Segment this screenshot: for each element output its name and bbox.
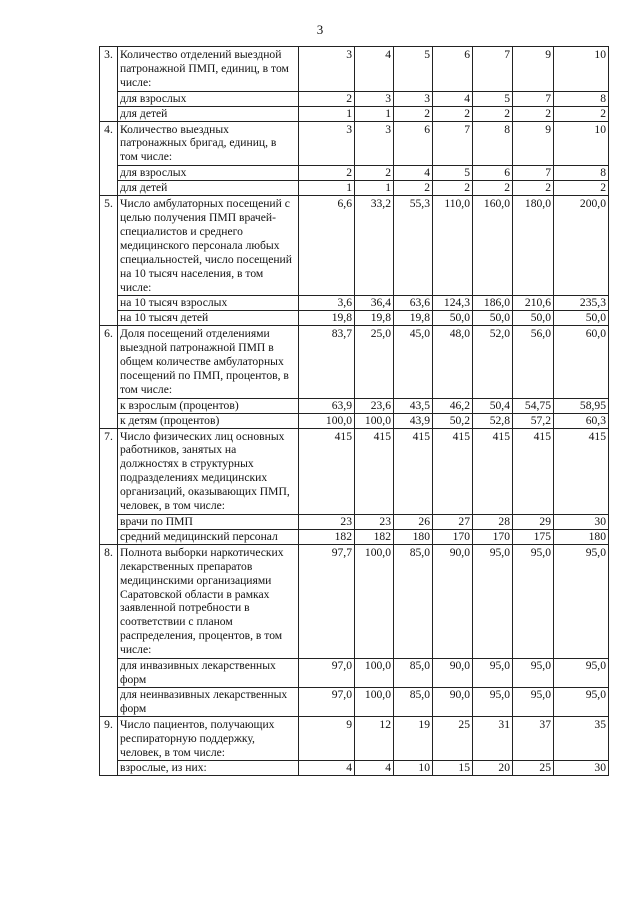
value-cell: 186,0 <box>473 296 513 311</box>
value-cell: 200,0 <box>554 196 609 296</box>
row-number: 6. <box>100 326 118 428</box>
value-cell: 415 <box>554 428 609 514</box>
value-cell: 4 <box>355 47 394 92</box>
value-cell: 2 <box>394 181 433 196</box>
value-cell: 50,0 <box>554 311 609 326</box>
value-cell: 95,0 <box>473 687 513 716</box>
sub-indicator-label: для детей <box>118 181 299 196</box>
page-number: 3 <box>316 22 324 37</box>
indicator-label: Число пациентов, получающих респираторную поддержку, человек, в том числе: <box>118 716 299 761</box>
value-cell: 3 <box>355 121 394 166</box>
value-cell: 415 <box>513 428 554 514</box>
table-subrow <box>100 687 609 716</box>
value-cell: 95,0 <box>473 544 513 658</box>
value-cell: 100,0 <box>299 413 355 428</box>
value-cell: 2 <box>299 166 355 181</box>
value-cell: 5 <box>473 91 513 106</box>
table-row <box>100 544 609 658</box>
value-cell: 2 <box>433 181 473 196</box>
value-cell: 10 <box>554 121 609 166</box>
value-cell: 175 <box>513 529 554 544</box>
value-cell: 43,9 <box>394 413 433 428</box>
value-cell: 110,0 <box>433 196 473 296</box>
value-cell: 6 <box>394 121 433 166</box>
value-cell: 12 <box>355 716 394 761</box>
table-row <box>100 326 609 399</box>
value-cell: 45,0 <box>394 326 433 399</box>
sub-indicator-label: для взрослых <box>118 166 299 181</box>
value-cell: 95,0 <box>554 687 609 716</box>
row-number: 4. <box>100 121 118 196</box>
value-cell: 124,3 <box>433 296 473 311</box>
value-cell: 100,0 <box>355 659 394 688</box>
value-cell: 180 <box>394 529 433 544</box>
table-row <box>100 428 609 514</box>
value-cell: 6,6 <box>299 196 355 296</box>
value-cell: 10 <box>394 761 433 776</box>
value-cell: 3,6 <box>299 296 355 311</box>
value-cell: 57,2 <box>513 413 554 428</box>
value-cell: 97,0 <box>299 687 355 716</box>
value-cell: 5 <box>433 166 473 181</box>
table-row <box>100 196 609 296</box>
table-subrow <box>100 413 609 428</box>
table-subrow <box>100 311 609 326</box>
value-cell: 8 <box>554 91 609 106</box>
value-cell: 182 <box>299 529 355 544</box>
table-subrow <box>100 296 609 311</box>
value-cell: 23,6 <box>355 398 394 413</box>
value-cell: 25 <box>433 716 473 761</box>
value-cell: 235,3 <box>554 296 609 311</box>
value-cell: 31 <box>473 716 513 761</box>
value-cell: 30 <box>554 761 609 776</box>
value-cell: 9 <box>513 47 554 92</box>
value-cell: 95,0 <box>513 687 554 716</box>
indicator-label: Количество отделений выездной патронажной ПМП, единиц, в том числе: <box>118 47 299 92</box>
table-row <box>100 47 609 92</box>
value-cell: 9 <box>513 121 554 166</box>
sub-indicator-label: к взрослым (процентов) <box>118 398 299 413</box>
value-cell: 4 <box>433 91 473 106</box>
value-cell: 2 <box>473 181 513 196</box>
value-cell: 2 <box>513 181 554 196</box>
value-cell: 1 <box>299 181 355 196</box>
value-cell: 7 <box>513 91 554 106</box>
value-cell: 25,0 <box>355 326 394 399</box>
sub-indicator-label: для неинвазивных лекарственных форм <box>118 687 299 716</box>
value-cell: 56,0 <box>513 326 554 399</box>
value-cell: 55,3 <box>394 196 433 296</box>
value-cell: 29 <box>513 515 554 530</box>
value-cell: 46,2 <box>433 398 473 413</box>
value-cell: 2 <box>394 106 433 121</box>
value-cell: 6 <box>433 47 473 92</box>
value-cell: 27 <box>433 515 473 530</box>
value-cell: 83,7 <box>299 326 355 399</box>
value-cell: 35 <box>554 716 609 761</box>
value-cell: 19,8 <box>355 311 394 326</box>
value-cell: 170 <box>433 529 473 544</box>
sub-indicator-label: к детям (процентов) <box>118 413 299 428</box>
value-cell: 210,6 <box>513 296 554 311</box>
value-cell: 90,0 <box>433 544 473 658</box>
value-cell: 63,9 <box>299 398 355 413</box>
value-cell: 3 <box>299 121 355 166</box>
table-subrow <box>100 91 609 106</box>
value-cell: 85,0 <box>394 544 433 658</box>
value-cell: 415 <box>433 428 473 514</box>
value-cell: 4 <box>299 761 355 776</box>
value-cell: 95,0 <box>513 544 554 658</box>
sub-indicator-label: на 10 тысяч детей <box>118 311 299 326</box>
value-cell: 8 <box>554 166 609 181</box>
value-cell: 100,0 <box>355 687 394 716</box>
value-cell: 100,0 <box>355 413 394 428</box>
value-cell: 23 <box>299 515 355 530</box>
value-cell: 95,0 <box>513 659 554 688</box>
value-cell: 2 <box>433 106 473 121</box>
value-cell: 415 <box>473 428 513 514</box>
value-cell: 23 <box>355 515 394 530</box>
table-subrow <box>100 529 609 544</box>
sub-indicator-label: врачи по ПМП <box>118 515 299 530</box>
value-cell: 95,0 <box>554 544 609 658</box>
value-cell: 97,7 <box>299 544 355 658</box>
row-number: 5. <box>100 196 118 326</box>
table-subrow <box>100 181 609 196</box>
value-cell: 19 <box>394 716 433 761</box>
value-cell: 52,0 <box>473 326 513 399</box>
value-cell: 100,0 <box>355 544 394 658</box>
value-cell: 2 <box>299 91 355 106</box>
value-cell: 36,4 <box>355 296 394 311</box>
value-cell: 28 <box>473 515 513 530</box>
table-subrow <box>100 659 609 688</box>
value-cell: 170 <box>473 529 513 544</box>
table-subrow <box>100 761 609 776</box>
row-number: 8. <box>100 544 118 716</box>
value-cell: 415 <box>394 428 433 514</box>
value-cell: 15 <box>433 761 473 776</box>
value-cell: 9 <box>299 716 355 761</box>
value-cell: 95,0 <box>473 659 513 688</box>
value-cell: 85,0 <box>394 659 433 688</box>
value-cell: 54,75 <box>513 398 554 413</box>
value-cell: 1 <box>299 106 355 121</box>
value-cell: 6 <box>473 166 513 181</box>
value-cell: 52,8 <box>473 413 513 428</box>
value-cell: 37 <box>513 716 554 761</box>
sub-indicator-label: для детей <box>118 106 299 121</box>
value-cell: 5 <box>394 47 433 92</box>
value-cell: 60,3 <box>554 413 609 428</box>
table-row <box>100 716 609 761</box>
value-cell: 90,0 <box>433 687 473 716</box>
value-cell: 1 <box>355 106 394 121</box>
value-cell: 4 <box>355 761 394 776</box>
value-cell: 7 <box>433 121 473 166</box>
indicator-label: Число физических лиц основных работников, занятых на должностях в структурных подразделениях медицинских организаций, оказывающих ПМП, человек, в том числе: <box>118 428 299 514</box>
value-cell: 415 <box>299 428 355 514</box>
value-cell: 2 <box>554 181 609 196</box>
value-cell: 58,95 <box>554 398 609 413</box>
row-number: 9. <box>100 716 118 776</box>
value-cell: 50,0 <box>513 311 554 326</box>
value-cell: 2 <box>554 106 609 121</box>
value-cell: 48,0 <box>433 326 473 399</box>
value-cell: 63,6 <box>394 296 433 311</box>
indicator-label: Число амбулаторных посещений с целью получения ПМП врачей-специалистов и среднего медицинского персонала любых специальностей, число посещений на 10 тысяч населения, в том числе: <box>118 196 299 296</box>
value-cell: 160,0 <box>473 196 513 296</box>
value-cell: 2 <box>513 106 554 121</box>
table-subrow <box>100 166 609 181</box>
value-cell: 10 <box>554 47 609 92</box>
value-cell: 30 <box>554 515 609 530</box>
value-cell: 2 <box>355 166 394 181</box>
sub-indicator-label: средний медицинский персонал <box>118 529 299 544</box>
sub-indicator-label: для инвазивных лекарственных форм <box>118 659 299 688</box>
value-cell: 19,8 <box>394 311 433 326</box>
indicator-label: Доля посещений отделениями выездной патронажной ПМП в общем количестве амбулаторных посещений по ПМП, процентов, в том числе: <box>118 326 299 399</box>
value-cell: 97,0 <box>299 659 355 688</box>
sub-indicator-label: для взрослых <box>118 91 299 106</box>
value-cell: 2 <box>473 106 513 121</box>
value-cell: 19,8 <box>299 311 355 326</box>
value-cell: 85,0 <box>394 687 433 716</box>
value-cell: 25 <box>513 761 554 776</box>
row-number: 3. <box>100 47 118 122</box>
value-cell: 60,0 <box>554 326 609 399</box>
value-cell: 95,0 <box>554 659 609 688</box>
value-cell: 90,0 <box>433 659 473 688</box>
value-cell: 50,4 <box>473 398 513 413</box>
value-cell: 33,2 <box>355 196 394 296</box>
value-cell: 26 <box>394 515 433 530</box>
value-cell: 50,2 <box>433 413 473 428</box>
row-number: 7. <box>100 428 118 544</box>
sub-indicator-label: на 10 тысяч взрослых <box>118 296 299 311</box>
value-cell: 50,0 <box>433 311 473 326</box>
value-cell: 20 <box>473 761 513 776</box>
value-cell: 1 <box>355 181 394 196</box>
indicator-label: Количество выездных патронажных бригад, единиц, в том числе: <box>118 121 299 166</box>
value-cell: 7 <box>513 166 554 181</box>
table-row <box>100 121 609 166</box>
indicators-table <box>99 46 609 776</box>
table-subrow <box>100 515 609 530</box>
value-cell: 182 <box>355 529 394 544</box>
value-cell: 3 <box>394 91 433 106</box>
value-cell: 7 <box>473 47 513 92</box>
value-cell: 50,0 <box>473 311 513 326</box>
sub-indicator-label: взрослые, из них: <box>118 761 299 776</box>
indicator-label: Полнота выборки наркотических лекарственных препаратов медицинскими организациями Саратовской области в рамках заявленной потребности в соответствии с планом распределения, процентов, в том числе: <box>118 544 299 658</box>
value-cell: 3 <box>355 91 394 106</box>
table-subrow <box>100 398 609 413</box>
table-subrow <box>100 106 609 121</box>
value-cell: 3 <box>299 47 355 92</box>
value-cell: 8 <box>473 121 513 166</box>
value-cell: 180,0 <box>513 196 554 296</box>
value-cell: 180 <box>554 529 609 544</box>
value-cell: 4 <box>394 166 433 181</box>
value-cell: 43,5 <box>394 398 433 413</box>
value-cell: 415 <box>355 428 394 514</box>
